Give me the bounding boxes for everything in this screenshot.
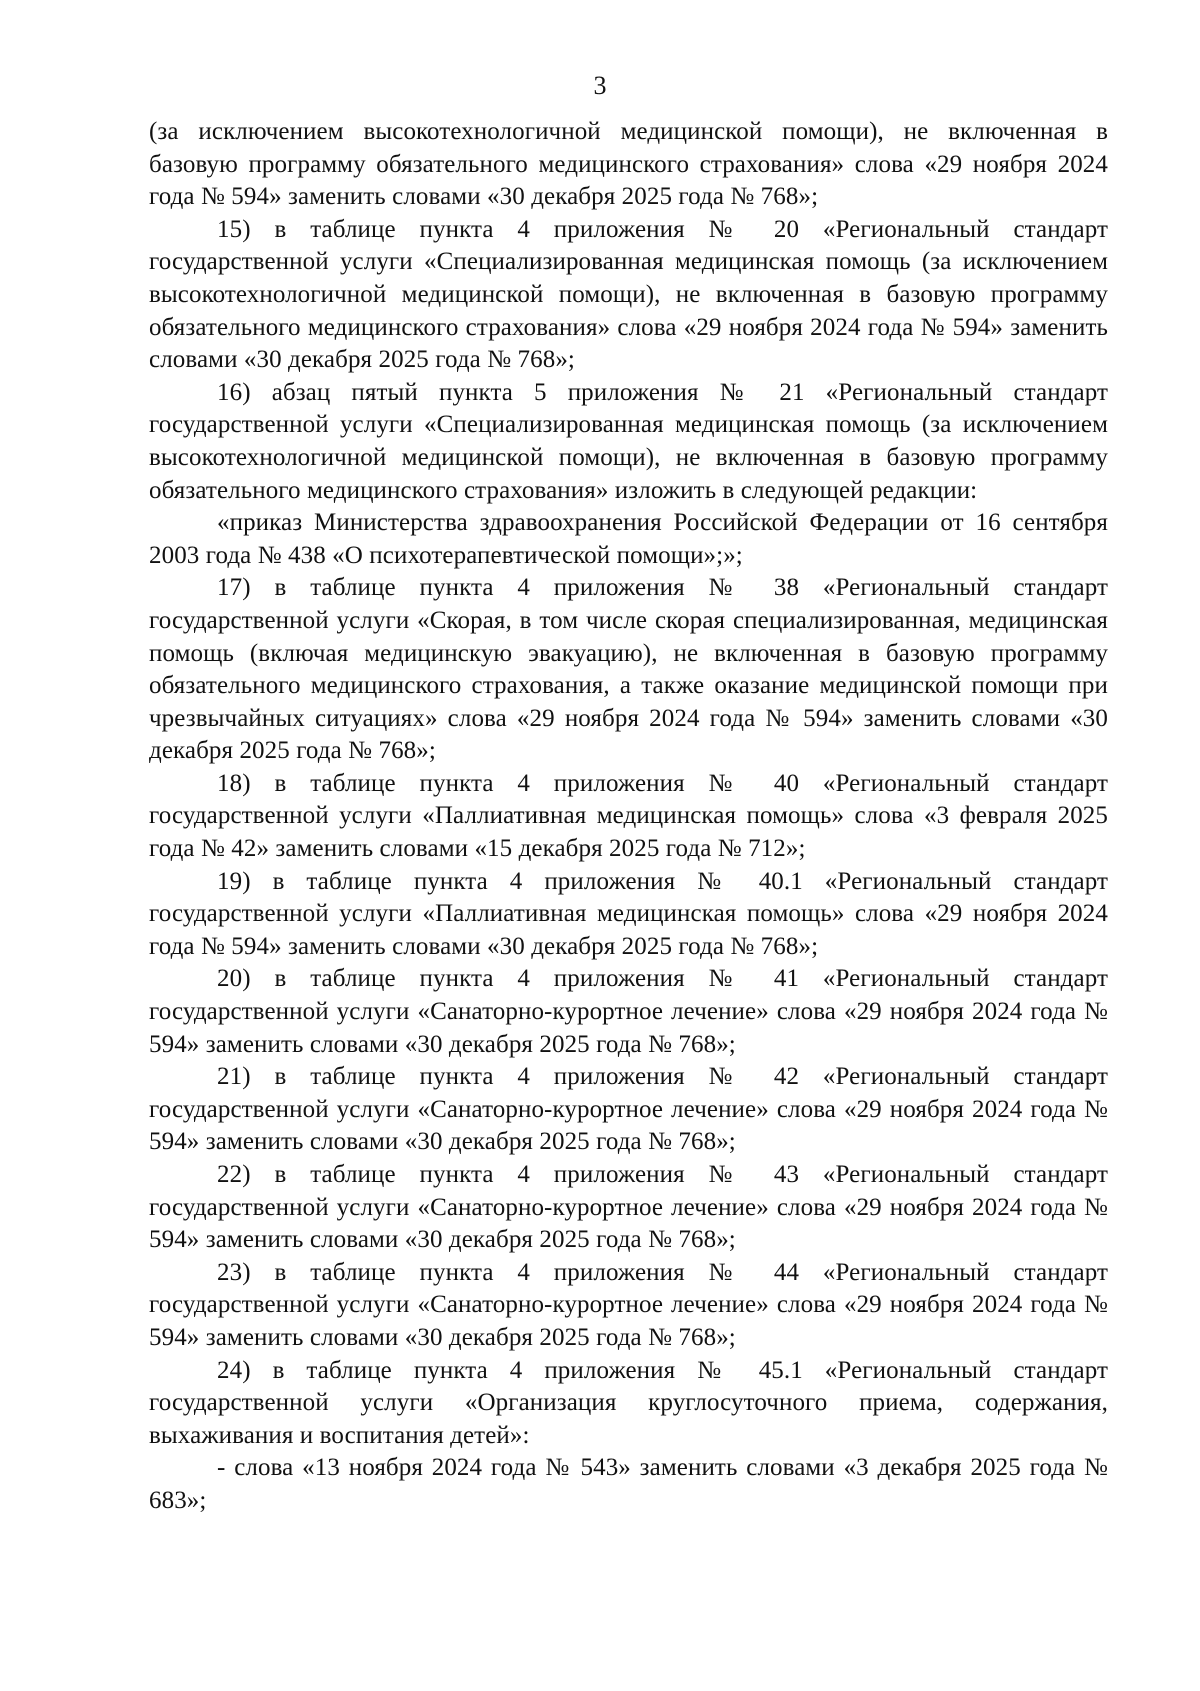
paragraph-item-23: 23) в таблице пункта 4 приложения № 44 «Региональный стандарт государственной услуги «Санаторно-курортное лечение» слова «29 ноября 2024 года № 594» заменить словами «30 декабря 2025 года № 768»;: [149, 1258, 1108, 1351]
page-number: 3: [593, 71, 607, 100]
paragraph-item-24: 24) в таблице пункта 4 приложения № 45.1 «Региональный стандарт государственной услуги «Организация круглосуточного приема, содержания, выхаживания и воспитания детей»:: [149, 1356, 1108, 1449]
paragraph-item-16: 16) абзац пятый пункта 5 приложения № 21 «Региональный стандарт государственной услуги «Специализированная медицинская помощь (за исключением высокотехнологичной медицинской помощи), не включенная в базовую программу обязательного медицинского страхования» изложить в следующей редакции:: [149, 378, 1108, 504]
paragraph-item-20: 20) в таблице пункта 4 приложения № 41 «Региональный стандарт государственной услуги «Санаторно-курортное лечение» слова «29 ноября 2024 года № 594» заменить словами «30 декабря 2025 года № 768»;: [149, 965, 1108, 1058]
paragraph-quoted-order: «приказ Министерства здравоохранения Российской Федерации от 16 сентября 2003 года № 438 «О психотерапевтической помощи»;»;: [149, 509, 1108, 569]
paragraph-continuation: (за исключением высокотехнологичной медицинской помощи), не включенная в базовую программу обязательного медицинского страхования» слова «29 ноября 2024 года № 594» заменить словами «30 декабря 2025 года № 768»;: [149, 118, 1108, 211]
paragraph-item-22: 22) в таблице пункта 4 приложения № 43 «Региональный стандарт государственной услуги «Санаторно-курортное лечение» слова «29 ноября 2024 года № 594» заменить словами «30 декабря 2025 года № 768»;: [149, 1161, 1108, 1254]
document-body: [149, 116, 1108, 1518]
paragraph-item-19: 19) в таблице пункта 4 приложения № 40.1 «Региональный стандарт государственной услуги «Паллиативная медицинская помощь» слова «29 ноября 2024 года № 594» заменить словами «30 декабря 2025 года № 768»;: [149, 867, 1108, 960]
paragraph-item-21: 21) в таблице пункта 4 приложения № 42 «Региональный стандарт государственной услуги «Санаторно-курортное лечение» слова «29 ноября 2024 года № 594» заменить словами «30 декабря 2025 года № 768»;: [149, 1063, 1108, 1156]
paragraph-item-18: 18) в таблице пункта 4 приложения № 40 «Региональный стандарт государственной услуги «Паллиативная медицинская помощь» слова «3 февраля 2025 года № 42» заменить словами «15 декабря 2025 года № 712»;: [149, 769, 1108, 863]
paragraph-item-17: 17) в таблице пункта 4 приложения № 38 «Региональный стандарт государственной услуги «Скорая, в том числе скорая специализированная, медицинская помощь (включая медицинскую эвакуацию), не включенная в базовую программу обязательного медицинского страхования, а также оказание медицинской помощи при чрезвычайных ситуациях» слова «29 ноября 2024 года № 594» заменить словами «30 декабря 2025 года № 768»;: [149, 574, 1108, 765]
paragraph-subitem-dash: - слова «13 ноября 2024 года № 543» заменить словами «3 декабря 2025 года № 683»;: [149, 1454, 1108, 1514]
paragraph-item-15: 15) в таблице пункта 4 приложения № 20 «Региональный стандарт государственной услуги «Специализированная медицинская помощь (за исключением высокотехнологичной медицинской помощи), не включенная в базовую программу обязательного медицинского страхования» слова «29 ноября 2024 года № 594» заменить словами «30 декабря 2025 года № 768»;: [149, 215, 1108, 374]
